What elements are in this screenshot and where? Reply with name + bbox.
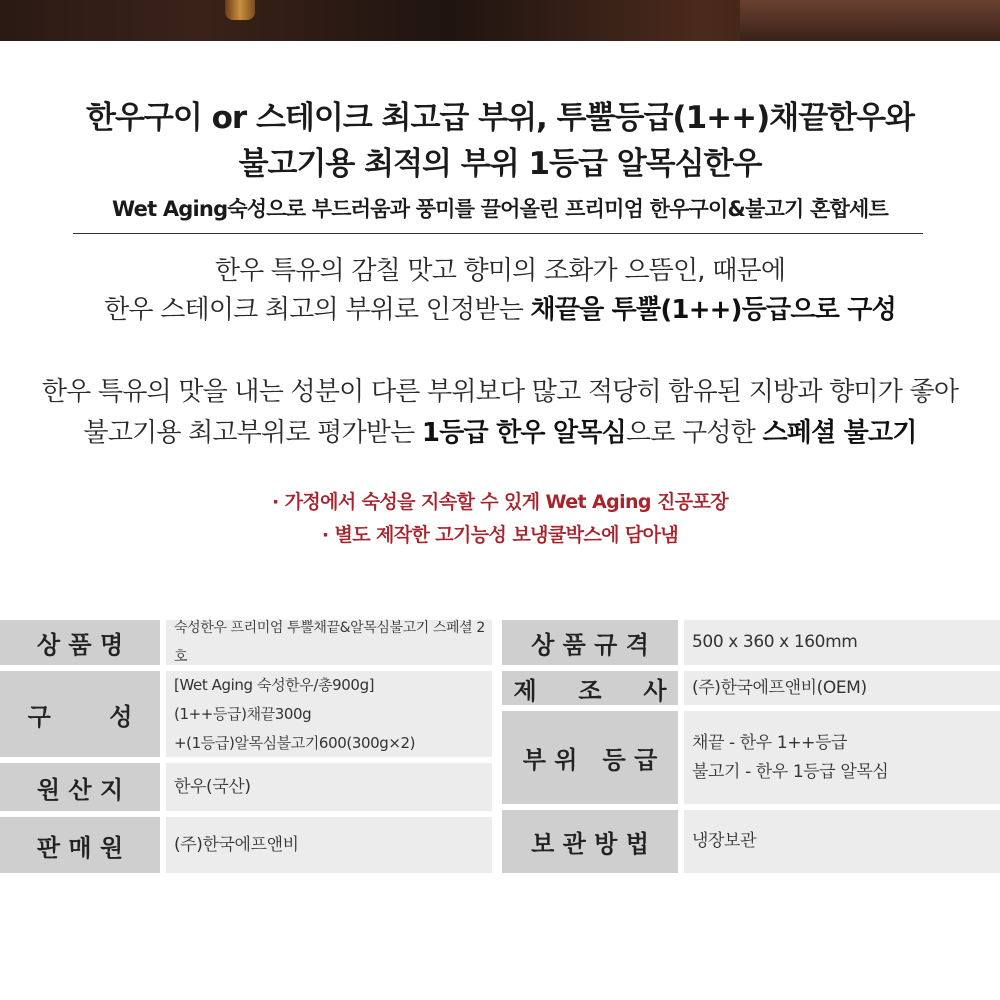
spec-label-product-name-text: 상 품 명	[36, 631, 124, 659]
composition-line: +(1등급)알목심불고기600(300g×2)	[174, 733, 416, 752]
paragraph1-line-2	[0, 289, 1000, 326]
spec-label-manufacturer-text: 제 조 사	[513, 676, 667, 705]
headline-line-1: 한우구이 or 스테이크 최고급 부위, 투뿔등급(1++)채끝한우와	[86, 100, 914, 136]
paragraph1-line-2-text: 한우 스테이크 최고의 부위로 인정받는	[104, 295, 531, 325]
spec-label-composition-text: 구 성	[27, 702, 133, 731]
headline-line-2: 불고기용 최적의 부위 1등급 알목심한우	[238, 146, 762, 182]
spec-value-manufacturer-text: (주)한국에프앤비(OEM)	[692, 677, 867, 698]
spec-value-composition	[166, 671, 492, 757]
paragraph1-line-2-emphasis: 채끝을 투뿔(1++)등급으로 구성	[530, 295, 896, 325]
spec-value-manufacturer	[684, 671, 1000, 705]
spec-value-size	[684, 620, 1000, 665]
spec-value-seller	[166, 817, 492, 873]
paragraph1-line-1: 한우 특유의 감칠 맛고 향미의 조화가 으뜸인, 때문에	[214, 256, 786, 286]
product-photo-strip	[0, 0, 1000, 41]
spec-label-composition	[0, 671, 160, 757]
spec-value-origin	[166, 763, 492, 811]
spec-value-product-name	[166, 620, 492, 665]
paragraph2-line-2-emphasis-a: 1등급 한우 알목심	[421, 418, 626, 448]
composition-line: [Wet Aging 숙성한우/총900g]	[174, 675, 375, 694]
spec-label-product-name	[0, 620, 160, 665]
spec-label-origin	[0, 763, 160, 811]
spec-label-storage	[502, 810, 678, 873]
grade-line: 불고기 - 한우 1등급 알목심	[692, 761, 889, 782]
paragraph2-line-2-emphasis-b: 스페셜 불고기	[762, 418, 917, 448]
product-spec-table	[0, 620, 1000, 875]
spec-label-size-text: 상 품 규 격	[531, 631, 649, 659]
garnish-photo-detail	[225, 0, 255, 20]
headline-subtitle: Wet Aging숙성으로 부드러움과 풍미를 끌어올린 프리미엄 한우구이&불고기 혼합세트	[112, 197, 888, 221]
spec-value-storage	[684, 810, 1000, 873]
spec-label-grade	[502, 711, 678, 804]
paragraph2-line-2-text-b: 으로 구성한	[625, 418, 763, 448]
headline-divider	[73, 233, 923, 234]
paragraph2-line-2-text-a: 불고기용 최고부위로 평가받는	[83, 418, 422, 448]
note-cooler-box: · 별도 제작한 고기능성 보냉쿨박스에 담아냄	[321, 524, 679, 546]
spec-label-grade-text: 부 위 등 급	[522, 746, 658, 774]
paragraph2-line-2	[0, 412, 1000, 449]
composition-line: (1++등급)채끝300g	[174, 704, 312, 723]
spec-value-grade	[684, 711, 1000, 804]
spec-label-seller-text: 판 매 원	[36, 833, 124, 862]
spec-label-seller	[0, 817, 160, 873]
spec-label-storage-text: 보 관 방 법	[531, 830, 649, 858]
spec-label-manufacturer	[502, 671, 678, 705]
spec-label-size	[502, 620, 678, 665]
spec-value-storage-text: 냉장보관	[692, 831, 757, 851]
note-vacuum-packing: · 가정에서 숙성을 지속할 수 있게 Wet Aging 진공포장	[272, 491, 728, 513]
spec-value-origin-text: 한우(국산)	[174, 776, 251, 797]
spec-label-origin-text: 원 산 지	[36, 775, 124, 804]
spec-value-size-text: 500 x 360 x 160mm	[692, 632, 858, 652]
paragraph2-line-1: 한우 특유의 맛을 내는 성분이 다른 부위보다 많고 적당히 함유된 지방과 향미가 좋아	[41, 377, 959, 407]
spec-value-seller-text: (주)한국에프앤비	[174, 834, 299, 855]
serving-board-photo-detail	[740, 0, 1000, 41]
grade-line: 채끝 - 한우 1++등급	[692, 732, 847, 753]
spec-value-product-name-text: 숙성한우 프리미엄 투뿔채끝&알목심불고기 스페셜 2호	[174, 619, 485, 665]
